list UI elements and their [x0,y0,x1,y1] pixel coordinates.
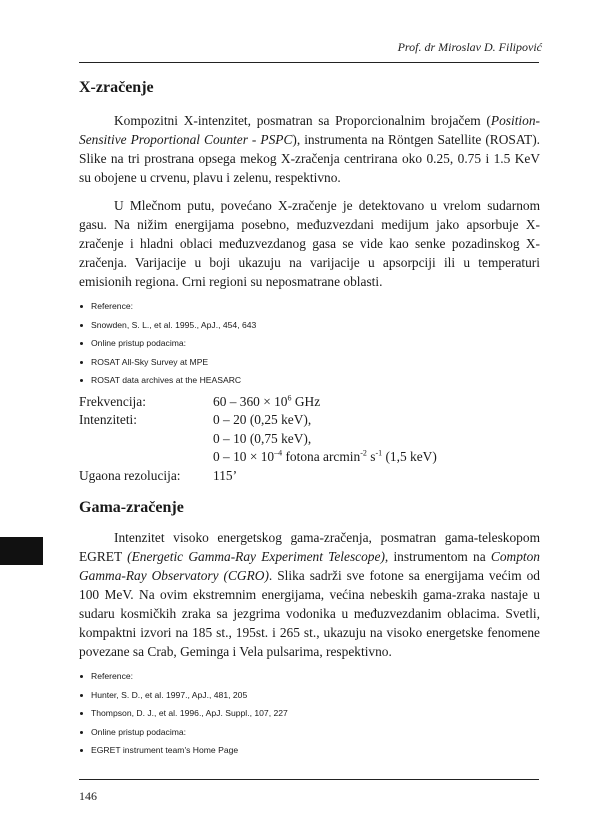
spec-row-resolution [79,467,540,486]
spec-label: Frekvencija: [79,393,146,409]
x-ray-paragraph-2: U Mlečnom putu, povećano X-zračenje je detektovano u vrelom sudarnom gasu. Na nižim energijama posebno, međuzvezdani medijum jako apsorbuje X-zračenje i hladni oblaci međuzvezdanog gasa se vide kao senke pozadinskog X-zračenja. Varijacije u boji ukazuju na varijacije u apsorpciji ili u temperaturi emisionih regiona. Crni regioni su neposmatrane oblasti. [79,198,540,289]
spec-row-intensity [79,411,540,430]
footer-rule [79,779,539,780]
spec-value: $0 - 10 \times 10^{-4}$ fotona arcmin$^{-2}$ $s^{-1}$ (1,5 keV) [213,448,437,464]
spec-value: 115’ [213,467,238,483]
page-content [79,70,540,760]
list-item: Reference: [79,297,540,316]
header-rule [79,62,539,63]
gamma-ray-reference-list [79,667,540,760]
link-rosat-all-sky-survey[interactable]: ROSAT All-Sky Survey at MPE [79,353,540,372]
spec-row-intensity [79,448,540,467]
x-ray-specs [79,393,540,486]
list-item: Online pristup podacima: [79,334,540,353]
x-ray-paragraph-1: Kompozitni X-intenzitet, posmatran sa Proporcionalnim brojačem (Position-Sensitive Proportional Counter - PSPC), instrumenta na Röntgen Satellite (ROSAT). Slike na tri prostrana opsega mekog X-zračenja centrirana oko 0.25, 0.75 i 1.5 KeV su obojene u crvenu, plavu i zelenu, respektivno. [79,113,541,185]
spec-row-intensity [79,430,540,449]
running-header-author: Prof. dr Miroslav D. Filipović [397,40,542,54]
list-item: Reference: [79,667,540,686]
list-item: Hunter, S. D., et al. 1997., ApJ., 481, 205 [79,686,540,705]
spec-value: 0 – 20 (0,25 keV), [213,412,312,427]
spec-label: Ugaona rezolucija: [79,467,181,483]
spec-label: Intenziteti: [79,412,138,427]
x-ray-reference-list [79,297,540,390]
spec-value: 0 – 10 (0,75 keV), [213,430,312,446]
section-title-gamma-ray: Gama-zračenje [79,499,184,516]
link-egret-home-page[interactable]: EGRET instrument team's Home Page [79,741,540,760]
link-rosat-heasarc[interactable]: ROSAT data archives at the HEASARC [79,371,540,390]
gamma-ray-paragraph: Intenzitet visoko energetskog gama-zračenja, posmatran gama-teleskopom EGRET (Energetic Gamma-Ray Experiment Telescope), instrumentom na Compton Gamma-Ray Observatory (CGRO). Slika sadrži sve fotone sa energijama većim od 100 MeV. Na ovim ekstremnim energijama, većina nebeskih gama-zraka nastaje u sudaru kosmičkih zraka sa jezgrima vodonika u međuzvezdanim oblacima. Svetli, kompaktni izvori na 185 st., 195st. i 265 st., ukazuju na visoko energetske fenomene povezane sa Crab, Geminga i Vela pulsarima, respektivno. [79,530,540,659]
chapter-thumb-tab [0,537,43,565]
list-item: Snowden, S. L., et al. 1995., ApJ., 454, 643 [79,316,540,335]
list-item: Thompson, D. J., et al. 1996., ApJ. Suppl., 107, 227 [79,704,540,723]
spec-value: $60 - 360 \times 10^6$ GHz [213,393,321,409]
spec-row-frequency [79,393,540,412]
list-item: Online pristup podacima: [79,723,540,742]
section-title-x-ray: X-zračenje [79,79,154,96]
page-number: 146 [79,789,97,803]
